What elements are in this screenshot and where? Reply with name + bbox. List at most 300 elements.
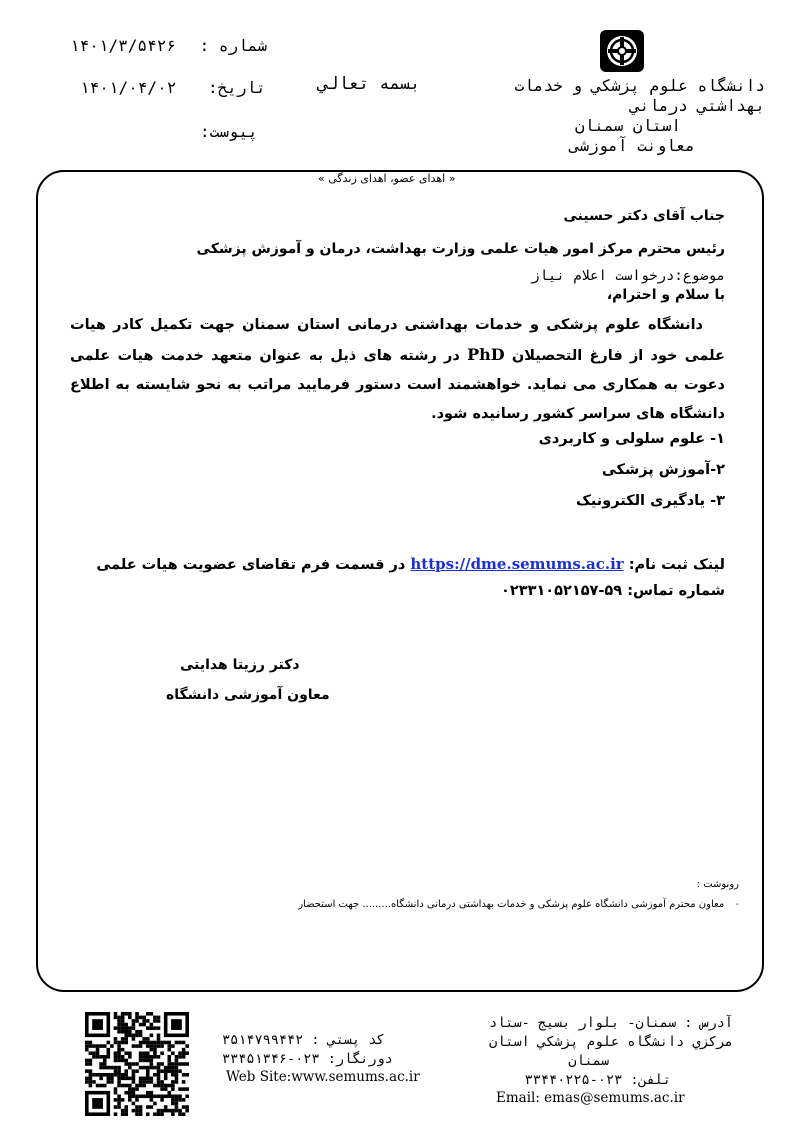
registration-link[interactable]: https://dme.semums.ac.ir	[410, 555, 624, 573]
qr-module	[117, 1069, 121, 1073]
qr-module	[139, 1030, 143, 1034]
qr-module	[128, 1012, 132, 1016]
qr-module	[153, 1019, 157, 1023]
qr-module	[92, 1073, 96, 1077]
qr-module	[99, 1073, 103, 1077]
qr-module	[124, 1105, 128, 1109]
qr-module	[167, 1094, 171, 1098]
qr-module	[99, 1062, 103, 1066]
qr-module	[157, 1066, 161, 1070]
qr-module	[167, 1041, 171, 1045]
qr-module	[175, 1059, 179, 1063]
qr-module	[185, 1044, 189, 1048]
qr-module	[171, 1051, 175, 1055]
qr-module	[150, 1044, 154, 1048]
signer-name: دکتر رزیتا هدایتی	[180, 657, 300, 673]
qr-module	[157, 1034, 161, 1038]
qr-module	[160, 1044, 164, 1048]
qr-module	[153, 1044, 157, 1048]
qr-module	[135, 1019, 139, 1023]
qr-module	[178, 1055, 182, 1059]
qr-module	[85, 1059, 89, 1063]
footer-address-line2: مركزي دانشگاه علوم پزشكي استان	[489, 1034, 733, 1050]
qr-module	[146, 1073, 150, 1077]
qr-module	[157, 1041, 161, 1045]
qr-module	[142, 1037, 146, 1041]
qr-module	[185, 1051, 189, 1055]
field-item-3: ۳- یادگیری الکترونیک	[576, 493, 725, 509]
qr-module	[121, 1109, 125, 1113]
qr-module	[132, 1026, 136, 1030]
qr-module	[85, 1080, 89, 1084]
org-name-line2: بهداشتي درماني	[630, 96, 765, 115]
qr-module	[117, 1055, 121, 1059]
qr-module	[117, 1084, 121, 1088]
qr-module	[121, 1016, 125, 1020]
qr-module	[117, 1023, 121, 1027]
qr-module	[146, 1091, 150, 1095]
qr-module	[171, 1112, 175, 1116]
qr-module	[160, 1051, 164, 1055]
qr-module	[157, 1062, 161, 1066]
qr-module	[132, 1087, 136, 1091]
qr-module	[175, 1066, 179, 1070]
qr-module	[89, 1062, 93, 1066]
qr-module	[185, 1062, 189, 1066]
qr-module	[164, 1084, 168, 1088]
qr-module	[160, 1087, 164, 1091]
qr-module	[124, 1062, 128, 1066]
qr-module	[135, 1098, 139, 1102]
body-paragraph	[70, 311, 725, 429]
qr-module	[139, 1016, 143, 1020]
qr-module	[167, 1066, 171, 1070]
qr-module	[150, 1062, 154, 1066]
qr-module	[171, 1069, 175, 1073]
qr-module	[150, 1094, 154, 1098]
qr-module	[160, 1084, 164, 1088]
qr-module	[99, 1066, 103, 1070]
qr-module	[117, 1026, 121, 1030]
qr-module	[150, 1041, 154, 1045]
qr-module	[132, 1094, 136, 1098]
qr-module	[153, 1094, 157, 1098]
qr-module	[132, 1037, 136, 1041]
qr-module	[121, 1012, 125, 1016]
qr-module	[160, 1094, 164, 1098]
qr-module	[128, 1034, 132, 1038]
qr-module	[124, 1051, 128, 1055]
qr-module	[89, 1059, 93, 1063]
qr-module	[150, 1048, 154, 1052]
qr-module	[167, 1059, 171, 1063]
qr-module	[139, 1077, 143, 1081]
qr-module	[185, 1094, 189, 1098]
university-emblem-icon	[598, 28, 646, 74]
qr-module	[132, 1109, 136, 1113]
qr-module	[121, 1077, 125, 1081]
qr-module	[89, 1080, 93, 1084]
qr-module	[167, 1062, 171, 1066]
qr-module	[92, 1051, 96, 1055]
qr-module	[164, 1077, 168, 1081]
qr-module	[103, 1044, 107, 1048]
qr-module	[150, 1098, 154, 1102]
qr-module	[132, 1102, 136, 1106]
qr-module	[99, 1077, 103, 1081]
qr-module	[135, 1012, 139, 1016]
qr-module	[128, 1084, 132, 1088]
qr-module	[92, 1044, 96, 1048]
registration-link-suffix: در قسمت فرم تقاضای عضویت هیات علمی	[96, 557, 406, 573]
qr-module	[121, 1048, 125, 1052]
salutation: جناب آقای دکتر حسینی	[563, 208, 725, 224]
qr-module	[139, 1023, 143, 1027]
qr-module	[128, 1098, 132, 1102]
qr-module	[175, 1109, 179, 1113]
signer-title: معاون آموزشی دانشگاه	[166, 687, 330, 703]
qr-module	[182, 1098, 186, 1102]
qr-module	[132, 1073, 136, 1077]
qr-module	[185, 1105, 189, 1109]
qr-module	[85, 1077, 89, 1081]
qr-module	[103, 1073, 107, 1077]
qr-module	[175, 1098, 179, 1102]
qr-module	[117, 1019, 121, 1023]
qr-module	[114, 1016, 118, 1020]
qr-module	[167, 1109, 171, 1113]
letter-date-value: ۱۴۰۱/۰۴/۰۲	[80, 78, 177, 97]
qr-module	[153, 1055, 157, 1059]
qr-module	[182, 1112, 186, 1116]
qr-module	[135, 1044, 139, 1048]
qr-module	[85, 1044, 89, 1048]
qr-module	[182, 1051, 186, 1055]
qr-module	[178, 1112, 182, 1116]
qr-module	[178, 1087, 182, 1091]
qr-module	[117, 1048, 121, 1052]
qr-module	[139, 1066, 143, 1070]
qr-module	[135, 1084, 139, 1088]
qr-code-icon	[84, 1012, 190, 1116]
qr-module	[157, 1084, 161, 1088]
letter-body	[70, 311, 725, 429]
qr-module	[146, 1105, 150, 1109]
qr-module	[114, 1069, 118, 1073]
qr-module	[107, 1051, 111, 1055]
qr-module	[121, 1059, 125, 1063]
qr-module	[182, 1105, 186, 1109]
qr-module	[117, 1102, 121, 1106]
qr-module	[124, 1112, 128, 1116]
qr-module	[171, 1073, 175, 1077]
qr-module	[146, 1069, 150, 1073]
qr-module	[121, 1041, 125, 1045]
qr-module	[167, 1044, 171, 1048]
qr-module	[139, 1044, 143, 1048]
qr-module	[157, 1044, 161, 1048]
qr-module	[142, 1041, 146, 1045]
qr-module	[114, 1026, 118, 1030]
qr-module	[175, 1055, 179, 1059]
qr-module	[178, 1062, 182, 1066]
qr-module	[150, 1059, 154, 1063]
qr-module	[164, 1087, 168, 1091]
qr-module	[167, 1091, 171, 1095]
qr-module	[164, 1109, 168, 1113]
qr-module	[171, 1084, 175, 1088]
qr-module	[121, 1055, 125, 1059]
qr-module	[135, 1087, 139, 1091]
qr-module	[135, 1109, 139, 1113]
qr-module	[89, 1077, 93, 1081]
qr-module	[160, 1109, 164, 1113]
qr-module	[121, 1026, 125, 1030]
qr-module	[117, 1094, 121, 1098]
qr-module	[153, 1016, 157, 1020]
qr-module	[114, 1041, 118, 1045]
qr-module	[146, 1112, 150, 1116]
qr-module	[182, 1073, 186, 1077]
qr-module	[175, 1077, 179, 1081]
qr-module	[89, 1044, 93, 1048]
qr-module	[132, 1023, 136, 1027]
subject	[531, 268, 725, 284]
qr-module	[160, 1041, 164, 1045]
qr-module	[153, 1048, 157, 1052]
qr-module	[157, 1077, 161, 1081]
qr-module	[135, 1030, 139, 1034]
qr-module	[114, 1059, 118, 1063]
qr-module	[175, 1069, 179, 1073]
qr-module	[128, 1026, 132, 1030]
qr-module	[114, 1112, 118, 1116]
qr-module	[150, 1105, 154, 1109]
qr-module	[85, 1069, 89, 1073]
qr-module	[146, 1080, 150, 1084]
body-paragraph-part2: در رشته های ذیل به عنوان متعهد خدمت هیات علمی دعوت به همکاری می نماید. خواهشمند است دستور فرمایید مراتب به نحو شایسته به اطلاع دانشگاه های سراسر کشور رسانیده شود.	[70, 348, 725, 422]
qr-module	[117, 1044, 121, 1048]
qr-module	[139, 1112, 143, 1116]
qr-module	[157, 1094, 161, 1098]
qr-module	[157, 1016, 161, 1020]
qr-module	[89, 1084, 93, 1088]
qr-module	[132, 1044, 136, 1048]
qr-module	[157, 1073, 161, 1077]
qr-module	[160, 1112, 164, 1116]
qr-module	[132, 1034, 136, 1038]
qr-module	[175, 1080, 179, 1084]
qr-module	[142, 1077, 146, 1081]
qr-module	[146, 1051, 150, 1055]
qr-module	[150, 1080, 154, 1084]
qr-module	[157, 1069, 161, 1073]
qr-module	[117, 1051, 121, 1055]
qr-module	[167, 1055, 171, 1059]
qr-module	[142, 1051, 146, 1055]
qr-module	[124, 1030, 128, 1034]
qr-module	[135, 1094, 139, 1098]
qr-module	[128, 1091, 132, 1095]
qr-module	[96, 1044, 100, 1048]
qr-module	[150, 1055, 154, 1059]
qr-module	[157, 1055, 161, 1059]
org-department: معاونت آموزشی	[569, 136, 695, 155]
qr-module	[107, 1066, 111, 1070]
qr-module	[121, 1030, 125, 1034]
qr-module	[157, 1026, 161, 1030]
qr-module	[178, 1051, 182, 1055]
footer-phone: تلفن: ۰۲۳-۳۳۴۴۰۲۲۵	[524, 1072, 671, 1088]
qr-module	[171, 1094, 175, 1098]
qr-module	[121, 1098, 125, 1102]
qr-module	[128, 1016, 132, 1020]
qr-module	[124, 1069, 128, 1073]
qr-module	[171, 1098, 175, 1102]
qr-module	[96, 1051, 100, 1055]
qr-module	[150, 1026, 154, 1030]
qr-module	[124, 1012, 128, 1016]
qr-module	[139, 1105, 143, 1109]
qr-module	[89, 1041, 93, 1045]
contact-value: ۰۲۳۳۱۰۵۲۱۵۷-۵۹	[501, 583, 623, 599]
letter-attachment-label: پيوست:	[200, 122, 258, 141]
qr-module	[114, 1087, 118, 1091]
qr-module	[128, 1030, 132, 1034]
qr-module	[178, 1041, 182, 1045]
qr-module	[114, 1066, 118, 1070]
qr-module	[107, 1077, 111, 1081]
qr-module	[124, 1091, 128, 1095]
footer-address-line3: سمنان	[568, 1053, 609, 1069]
qr-module	[182, 1055, 186, 1059]
footer-email: Email: emas@semums.ac.ir	[496, 1090, 685, 1106]
qr-module	[121, 1023, 125, 1027]
qr-module	[124, 1084, 128, 1088]
qr-module	[178, 1069, 182, 1073]
qr-module	[117, 1073, 121, 1077]
qr-module	[146, 1026, 150, 1030]
qr-module	[139, 1094, 143, 1098]
qr-module	[139, 1041, 143, 1045]
qr-module	[124, 1026, 128, 1030]
qr-module	[150, 1012, 154, 1016]
qr-finder-pattern	[92, 1098, 103, 1109]
cc-bullet: -	[735, 899, 739, 910]
qr-module	[142, 1055, 146, 1059]
qr-module	[153, 1102, 157, 1106]
qr-module	[89, 1069, 93, 1073]
recipient-title: رئیس محترم مرکز امور هیات علمی وزارت بهداشت، درمان و آموزش پزشکی	[196, 241, 725, 257]
qr-module	[153, 1051, 157, 1055]
qr-module	[128, 1055, 132, 1059]
qr-module	[146, 1094, 150, 1098]
qr-module	[142, 1084, 146, 1088]
qr-module	[139, 1055, 143, 1059]
qr-module	[121, 1112, 125, 1116]
qr-module	[128, 1087, 132, 1091]
qr-module	[185, 1073, 189, 1077]
qr-module	[103, 1059, 107, 1063]
qr-module	[153, 1112, 157, 1116]
qr-module	[128, 1077, 132, 1081]
contact-line	[501, 583, 725, 599]
qr-module	[124, 1041, 128, 1045]
qr-module	[135, 1069, 139, 1073]
qr-module	[153, 1026, 157, 1030]
cc-item	[298, 899, 739, 910]
qr-module	[121, 1037, 125, 1041]
qr-module	[124, 1073, 128, 1077]
qr-module	[132, 1019, 136, 1023]
qr-module	[167, 1084, 171, 1088]
body-paragraph-part1: دانشگاه علوم پزشکی و خدمات بهداشتی درمانی استان سمنان جهت تکمیل کادر هیات علمی خود از فارغ التحصیلان	[70, 317, 725, 364]
qr-module	[146, 1066, 150, 1070]
qr-module	[142, 1016, 146, 1020]
qr-module	[157, 1037, 161, 1041]
qr-module	[160, 1069, 164, 1073]
qr-module	[175, 1073, 179, 1077]
qr-module	[153, 1066, 157, 1070]
qr-module	[103, 1066, 107, 1070]
qr-module	[117, 1098, 121, 1102]
qr-module	[171, 1044, 175, 1048]
qr-module	[164, 1041, 168, 1045]
qr-module	[185, 1087, 189, 1091]
qr-module	[167, 1048, 171, 1052]
letter-date	[80, 78, 266, 97]
qr-module	[139, 1034, 143, 1038]
qr-module	[175, 1105, 179, 1109]
qr-module	[139, 1051, 143, 1055]
org-name-line1: دانشگاه علوم پزشكي و خدمات	[514, 76, 765, 95]
qr-module	[146, 1055, 150, 1059]
qr-module	[128, 1062, 132, 1066]
qr-module	[142, 1059, 146, 1063]
qr-module	[182, 1062, 186, 1066]
qr-module	[164, 1094, 168, 1098]
qr-module	[175, 1102, 179, 1106]
qr-module	[135, 1016, 139, 1020]
qr-module	[153, 1073, 157, 1077]
qr-module	[142, 1066, 146, 1070]
footer-postal-code: كد پستي : ۳۵۱۴۷۹۹۴۴۲	[222, 1032, 385, 1048]
qr-module	[89, 1073, 93, 1077]
qr-module	[164, 1073, 168, 1077]
qr-module	[157, 1019, 161, 1023]
qr-module	[185, 1109, 189, 1113]
qr-module	[135, 1105, 139, 1109]
greeting: با سلام و احترام،	[606, 287, 725, 303]
qr-module	[132, 1077, 136, 1081]
qr-module	[117, 1041, 121, 1045]
qr-module	[96, 1084, 100, 1088]
qr-module	[160, 1080, 164, 1084]
cc-item-text: معاون محترم آموزشی دانشگاه علوم پزشکی و خدمات بهداشتی درمانی دانشگاه......... جهت استحضار	[298, 899, 725, 910]
cc-label: رونوشت :	[696, 879, 739, 890]
qr-module	[110, 1073, 114, 1077]
qr-module	[160, 1062, 164, 1066]
qr-module	[114, 1091, 118, 1095]
letter-number	[70, 36, 267, 55]
contact-label: شماره تماس:	[627, 583, 725, 599]
registration-link-label: لینک ثبت نام:	[628, 557, 725, 573]
qr-module	[96, 1048, 100, 1052]
qr-module	[142, 1019, 146, 1023]
qr-module	[142, 1080, 146, 1084]
qr-module	[103, 1084, 107, 1088]
qr-module	[132, 1080, 136, 1084]
